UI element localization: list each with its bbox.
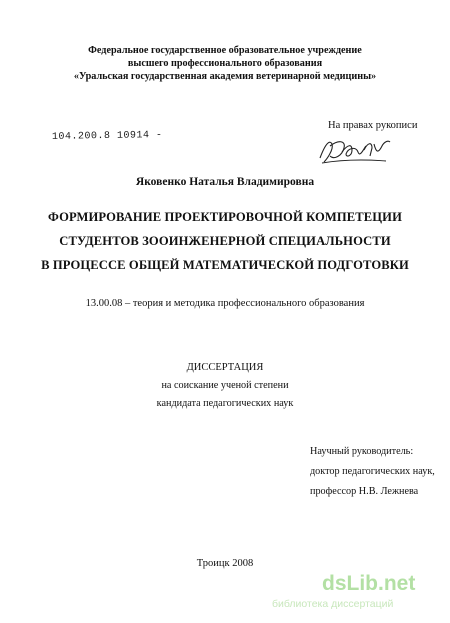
- city-year: Троицк 2008: [196, 558, 254, 569]
- dissertation-title-line-1: ФОРМИРОВАНИЕ ПРОЕКТИРОВОЧНОЙ КОМПЕТЕЦИИ: [48, 210, 402, 224]
- watermark-logo: dsLib.net: [322, 572, 416, 595]
- institution-line-2: высшего профессионального образования: [127, 58, 323, 69]
- dissertation-title-line-3: В ПРОЦЕССЕ ОБЩЕЙ МАТЕМАТИЧЕСКОЙ ПОДГОТОВКИ: [41, 258, 409, 272]
- stamp-number: 104.200.8 10914 -: [51, 130, 163, 143]
- handwritten-signature: [316, 134, 394, 171]
- dissertation-title-line-2: СТУДЕНТОВ ЗООИНЖЕНЕРНОЙ СПЕЦИАЛЬНОСТИ: [59, 234, 391, 248]
- degree-line-1: на соискание ученой степени: [161, 380, 289, 391]
- supervisor-name: профессор Н.В. Лежнева: [310, 486, 419, 497]
- supervisor-degree: доктор педагогических наук,: [310, 466, 435, 477]
- author-name: Яковенко Наталья Владимировна: [135, 176, 315, 188]
- institution-line-3: «Уральская государственная академия ветеринарной медицины»: [73, 71, 377, 82]
- institution-line-1: Федеральное государственное образовательное учреждение: [88, 45, 362, 56]
- watermark-caption: библиотека диссертаций: [272, 598, 394, 610]
- work-type: ДИССЕРТАЦИЯ: [186, 362, 264, 373]
- signature-icon: [316, 134, 394, 166]
- supervisor-label: Научный руководитель:: [310, 446, 414, 457]
- manuscript-rights-note: На правах рукописи: [328, 120, 418, 131]
- specialty-code: 13.00.08 – теория и методика профессионального образования: [85, 298, 365, 309]
- degree-line-2: кандидата педагогических наук: [156, 398, 294, 409]
